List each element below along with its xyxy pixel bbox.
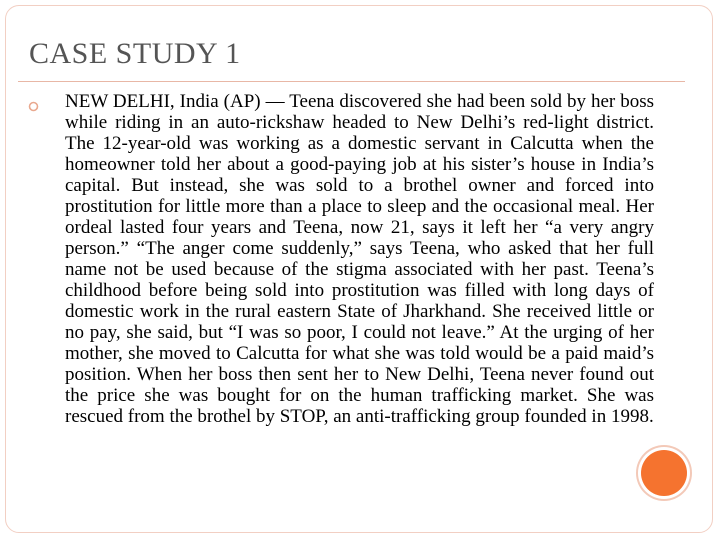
title-divider — [18, 81, 685, 82]
slide-title: CASE STUDY 1 — [29, 37, 241, 70]
circle-bullet-icon — [28, 101, 39, 112]
bullet-item — [28, 91, 658, 427]
case-study-text: NEW DELHI, India (AP) — Teena discovered she had been sold by her boss while riding in an auto-rickshaw headed to New Delhi’s red-light district. The 12-year-old was working as a domestic servant in Calcutta when the homeowner told her about a good-paying job at his sister’s house in India’s capital. But instead, she was sold to a brothel owner and forced into prostitution for little more than a place to sleep and the occasional meal. Her ordeal lasted four years and Teena, now 21, says it left her “a very angry person.” “The anger come suddenly,” says Teena, who asked that her full name not be used because of the stigma associated with her past. Teena’s childhood before being sold into prostitution was filled with long days of domestic work in the rural eastern State of Jharkhand. She received little or no pay, she said, but “I was so poor, I could not leave.” At the urging of her mother, she moved to Calcutta for what she was told would be a paid maid’s position. When her boss then sent her to New Delhi, Teena never found out the price she was bought for on the human trafficking market. She was rescued from the brothel by STOP, an anti-trafficking group founded in 1998. — [65, 91, 654, 427]
decorative-accent-circle — [641, 450, 687, 496]
